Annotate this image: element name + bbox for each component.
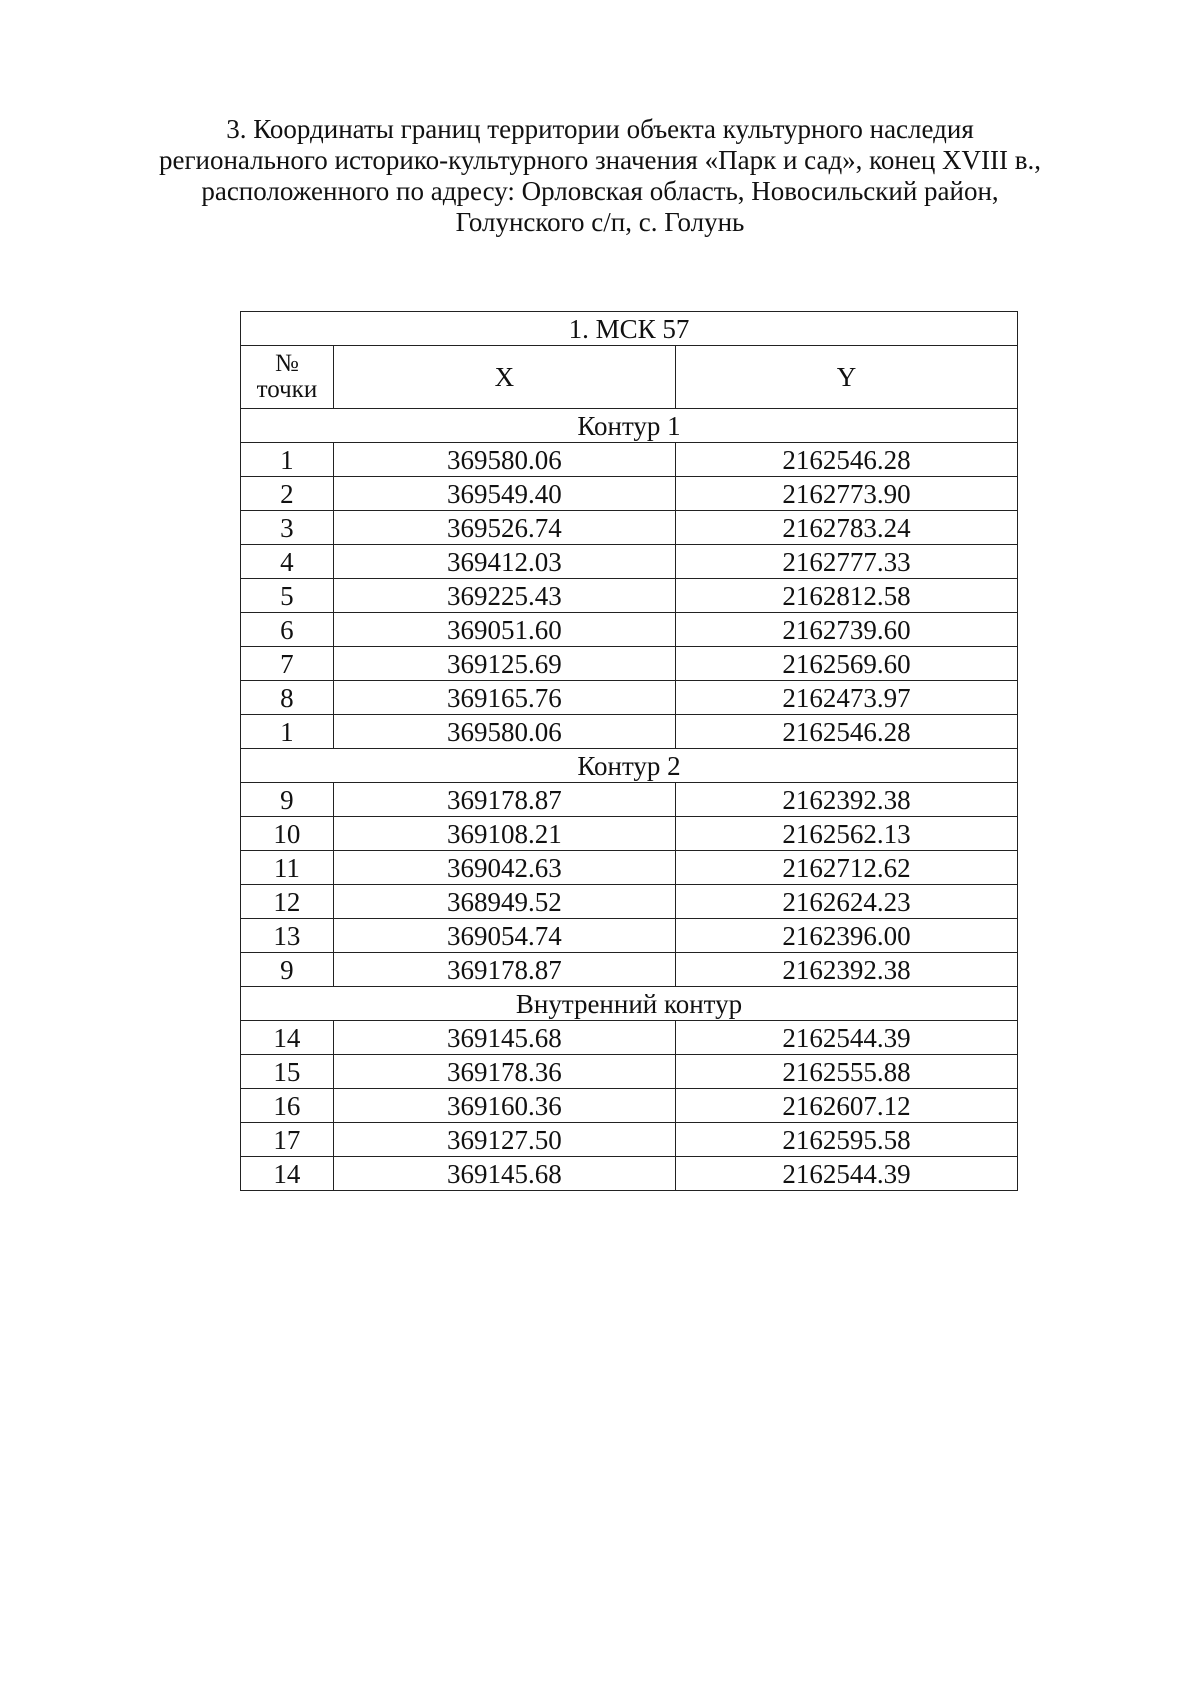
y-coordinate-cell: 2162392.38 [675, 783, 1017, 817]
section-header-row [241, 749, 1018, 783]
point-number-header-line-1: № [275, 350, 299, 377]
y-coordinate-cell: 2162777.33 [675, 545, 1017, 579]
x-coordinate-cell: 369412.03 [333, 545, 675, 579]
y-coordinate-cell: 2162546.28 [675, 715, 1017, 749]
table-row [241, 647, 1018, 681]
point-number-header [241, 346, 334, 409]
x-coordinate-cell: 369178.87 [333, 783, 675, 817]
table-row [241, 919, 1018, 953]
section-name-cell: Внутренний контур [241, 987, 1018, 1021]
table-row [241, 1021, 1018, 1055]
point-number-cell: 11 [241, 851, 334, 885]
title-line-2: регионального историко-культурного значения «Парк и сад», конец XVIII в., [158, 145, 1042, 175]
point-number-cell: 14 [241, 1021, 334, 1055]
x-coordinate-cell: 369042.63 [333, 851, 675, 885]
x-coordinate-cell: 369125.69 [333, 647, 675, 681]
table-row [241, 1123, 1018, 1157]
document-title [150, 114, 1050, 238]
x-coordinate-cell: 369178.87 [333, 953, 675, 987]
y-coordinate-cell: 2162812.58 [675, 579, 1017, 613]
table-row [241, 1157, 1018, 1191]
y-coordinate-cell: 2162607.12 [675, 1089, 1017, 1123]
table-row [241, 715, 1018, 749]
section-header-row [241, 987, 1018, 1021]
x-coordinate-cell: 369160.36 [333, 1089, 675, 1123]
point-number-cell: 16 [241, 1089, 334, 1123]
x-coordinate-cell: 369580.06 [333, 443, 675, 477]
coordinates-table-body [241, 312, 1018, 1191]
x-coordinate-cell: 369165.76 [333, 681, 675, 715]
section-name-cell: Контур 1 [241, 409, 1018, 443]
table-row [241, 511, 1018, 545]
table-row [241, 443, 1018, 477]
y-coordinate-cell: 2162739.60 [675, 613, 1017, 647]
y-coordinate-cell: 2162555.88 [675, 1055, 1017, 1089]
x-coordinate-cell: 369145.68 [333, 1021, 675, 1055]
point-number-cell: 1 [241, 443, 334, 477]
y-coordinate-cell: 2162544.39 [675, 1157, 1017, 1191]
table-row [241, 477, 1018, 511]
x-coordinate-cell: 369178.36 [333, 1055, 675, 1089]
y-coordinate-cell: 2162569.60 [675, 647, 1017, 681]
table-row [241, 613, 1018, 647]
point-number-cell: 15 [241, 1055, 334, 1089]
table-row [241, 579, 1018, 613]
x-coordinate-cell: 369549.40 [333, 477, 675, 511]
table-row [241, 1055, 1018, 1089]
table-row [241, 545, 1018, 579]
point-number-cell: 8 [241, 681, 334, 715]
point-number-cell: 13 [241, 919, 334, 953]
y-coordinate-cell: 2162546.28 [675, 443, 1017, 477]
point-number-cell: 17 [241, 1123, 334, 1157]
x-coordinate-cell: 368949.52 [333, 885, 675, 919]
table-row [241, 681, 1018, 715]
x-column-header: X [333, 346, 675, 409]
title-line-1: 3. Координаты границ территории объекта культурного наследия [226, 114, 974, 144]
coordinate-system-cell: 1. МСК 57 [241, 312, 1018, 346]
point-number-cell: 14 [241, 1157, 334, 1191]
point-number-cell: 7 [241, 647, 334, 681]
table-row [241, 783, 1018, 817]
table-row [241, 885, 1018, 919]
point-number-cell: 6 [241, 613, 334, 647]
y-coordinate-cell: 2162392.38 [675, 953, 1017, 987]
section-name-cell: Контур 2 [241, 749, 1018, 783]
table-row [241, 953, 1018, 987]
table-row [241, 1089, 1018, 1123]
point-number-cell: 12 [241, 885, 334, 919]
y-coordinate-cell: 2162473.97 [675, 681, 1017, 715]
x-coordinate-cell: 369051.60 [333, 613, 675, 647]
table-row [241, 817, 1018, 851]
title-line-4: Голунского с/п, с. Голунь [455, 207, 745, 237]
x-coordinate-cell: 369127.50 [333, 1123, 675, 1157]
point-number-cell: 1 [241, 715, 334, 749]
table-row [241, 851, 1018, 885]
coordinates-table [240, 311, 1018, 1191]
point-number-cell: 9 [241, 783, 334, 817]
x-coordinate-cell: 369526.74 [333, 511, 675, 545]
y-coordinate-cell: 2162396.00 [675, 919, 1017, 953]
x-coordinate-cell: 369580.06 [333, 715, 675, 749]
y-coordinate-cell: 2162783.24 [675, 511, 1017, 545]
point-number-cell: 10 [241, 817, 334, 851]
x-coordinate-cell: 369108.21 [333, 817, 675, 851]
y-coordinate-cell: 2162773.90 [675, 477, 1017, 511]
y-coordinate-cell: 2162712.62 [675, 851, 1017, 885]
title-line-3: расположенного по адресу: Орловская область, Новосильский район, [201, 176, 999, 206]
x-coordinate-cell: 369054.74 [333, 919, 675, 953]
x-coordinate-cell: 369225.43 [333, 579, 675, 613]
point-number-cell: 9 [241, 953, 334, 987]
y-column-header: Y [675, 346, 1017, 409]
point-number-cell: 4 [241, 545, 334, 579]
table-header-row [241, 346, 1018, 409]
y-coordinate-cell: 2162562.13 [675, 817, 1017, 851]
y-coordinate-cell: 2162624.23 [675, 885, 1017, 919]
point-number-cell: 5 [241, 579, 334, 613]
point-number-header-line-2: точки [256, 376, 318, 403]
point-number-cell: 2 [241, 477, 334, 511]
table-header-system-row [241, 312, 1018, 346]
y-coordinate-cell: 2162595.58 [675, 1123, 1017, 1157]
point-number-cell: 3 [241, 511, 334, 545]
y-coordinate-cell: 2162544.39 [675, 1021, 1017, 1055]
x-coordinate-cell: 369145.68 [333, 1157, 675, 1191]
section-header-row [241, 409, 1018, 443]
